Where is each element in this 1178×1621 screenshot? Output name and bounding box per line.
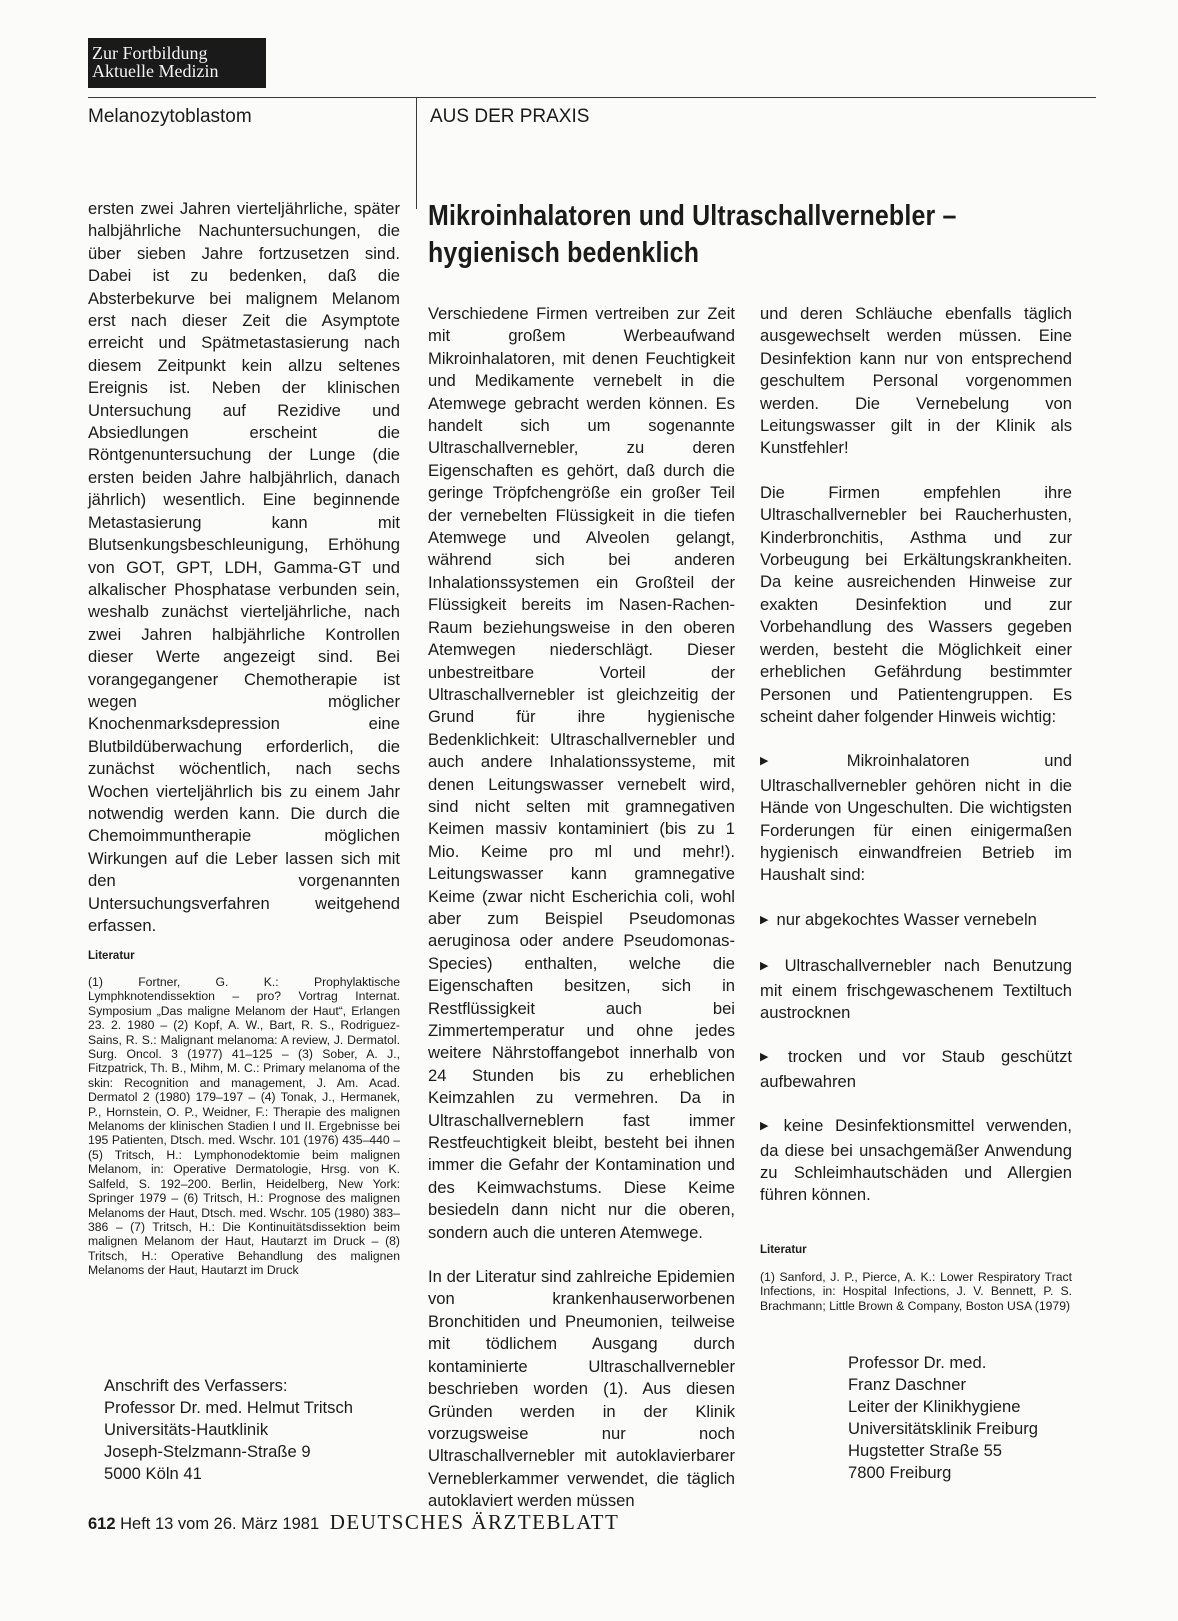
header-divider — [416, 97, 417, 209]
journal-name: DEUTSCHES ÄRZTEBLATT — [329, 1510, 620, 1534]
section-badge — [88, 38, 266, 88]
right-literature-heading: Literatur — [760, 1244, 807, 1256]
left-literature-heading: Literatur — [88, 950, 135, 962]
left-author-address: Anschrift des Verfassers: Professor Dr. med. Helmut Tritsch Universitäts-Hautklinik Joseph-Stelzmann-Straße 9 5000 Köln 41 — [104, 1376, 353, 1483]
bullet-item: ▶ keine Desinfektionsmittel verwenden, da diese bei unsachgemäßer Anwendung zu Schleimhautschäden und Allergien führen können. — [760, 1115, 1072, 1207]
left-section-label: Melanozytoblastom — [88, 106, 252, 127]
header-rule — [88, 97, 1096, 98]
badge-line-2: Aktuelle Medizin — [92, 61, 219, 81]
page-footer — [88, 1510, 619, 1536]
page-number: 612 — [88, 1515, 116, 1533]
right-column — [760, 303, 1072, 1207]
left-column-body — [88, 198, 400, 937]
bullet-item: ▶ trocken und vor Staub geschützt aufbewahren — [760, 1046, 1072, 1093]
right-literature-list: (1) Sanford, J. P., Pierce, A. K.: Lower Respiratory Tract Infections, in: Hospital Infections, J. V. Bennett, P. S. Brachmann; Little Brown & Company, Boston USA (1979) — [760, 1270, 1072, 1313]
left-literature-list: (1) Fortner, G. K.: Prophylaktische Lymphknotendissektion – pro? Vortrag Internat. Symposium „Das maligne Melanom der Haut“, Erlangen 23. 2. 1980 – (2) Kopf, A. W., Bart, R. S., Rodriguez-Sains, R. S.: Malignant melanoma: A review, J. Dermatol. Surg. Oncol. 3 (1977) 41–125 – (3) Sober, A. J., Fitzpatrick, Th. B., Mihm, M. C.: Primary melanoma of the skin: Recognition and management, J. Am. Acad. Dermatol 2 (1980) 179–197 – (4) Tonak, J., Hermanek, P., Hornstein, O. P., Weidner, F.: Therapie des malignen Melanoms der klinischen Stadien I und II. Ergebnisse bei 195 Patienten, Dtsch. med. Wschr. 101 (1976) 435–440 – (5) Tritsch, H.: Lymphonodektomie beim malignen Melanom, in: Operative Dermatologie, Hrsg. von K. Salfeld, S. 192–200. Berlin, Heidelberg, New York: Springer 1979 – (6) Tritsch, H.: Prognose des malignen Melanoms der Haut, Dtsch. med. Wschr. 105 (1980) 383–386 – (7) Tritsch, H.: Die Kontinuitätsdissektion beim malignen Melanom der Haut, Hautarzt im Druck – (8) Tritsch, H.: Operative Behandlung des malignen Melanoms der Haut, Hautarzt im Druck — [88, 975, 400, 1278]
middle-column — [428, 303, 735, 1513]
badge-line-1: Zur Fortbildung — [92, 43, 208, 63]
title-line-2: hygienisch bedenklich — [428, 237, 700, 269]
article-title — [428, 198, 1013, 272]
title-line-1: Mikroinhalatoren und Ultraschallvernebler – — [428, 200, 957, 232]
bullet-item: ▶ nur abgekochtes Wasser vernebeln — [760, 909, 1072, 933]
middle-paragraph-2: In der Literatur sind zahlreiche Epidemien von krankenhauserworbenen Bronchitiden und Pneumonien, teilweise mit tödlichem Ausgang durch kontaminierte Ultraschallvernebler beschrieben worden (1). Aus diesen Gründen werden in der Klinik vorzugsweise nur noch Ultraschallvernebler mit autoklavierbarer Verneblerkammer verwendet, die täglich autoklaviert werden müssen — [428, 1267, 735, 1511]
right-paragraph-1: und deren Schläuche ebenfalls täglich ausgewechselt werden müssen. Eine Desinfektion kann nur von entsprechend geschultem Personal vorgenommen werden. Die Vernebelung von Leitungswasser gilt in der Klinik als Kunstfehler! — [760, 304, 1072, 458]
right-section-label: AUS DER PRAXIS — [430, 106, 590, 127]
bullet-item: ▶ Ultraschallvernebler nach Benutzung mit einem frischgewaschenem Textiltuch austrocknen — [760, 955, 1072, 1024]
bullet-item: ▶ Mikroinhalatoren und Ultraschallvernebler gehören nicht in die Hände von Ungeschulten. Die wichtigsten Forderungen für einen einigermaßen hygienisch einwandfreien Betrieb im Haushalt sind: — [760, 750, 1072, 886]
right-author-address: Professor Dr. med. Franz Daschner Leiter der Klinikhygiene Universitätsklinik Freiburg Hugstetter Straße 55 7800 Freiburg — [848, 1353, 1038, 1482]
issue-info: Heft 13 vom 26. März 1981 — [120, 1515, 320, 1533]
right-paragraph-2: Die Firmen empfehlen ihre Ultraschallvernebler bei Raucherhusten, Kinderbronchitis, Asthma und zur Vorbeugung bei Erkältungskrankheiten. Da keine ausreichenden Hinweise zur exakten Desinfektion und zur Vorbehandlung des Wassers gegeben werden, besteht die Möglichkeit einer erheblichen Gefährdung bestimmter Personen und Patientengruppen. Es scheint daher folgender Hinweis wichtig: — [760, 482, 1072, 726]
middle-paragraph-1: Verschiedene Firmen vertreiben zur Zeit mit großem Werbeaufwand Mikroinhalatoren, mit denen Feuchtigkeit und Medikamente vernebelt in die Atemwege gebracht werden können. Es handelt sich um sogenannte Ultraschallvernebler, zu deren Eigenschaften es gehört, daß durch die geringe Tröpfchengröße ein großer Teil der vernebelten Flüssigkeit in die tiefen Atemwege und Alveolen gelangt, während sich bei anderen Inhalationssystemen ein Großteil der Flüssigkeit bereits im Nasen-Rachen-Raum beziehungsweise in den oberen Atemwegen niederschlägt. Dieser unbestreitbare Vorteil der Ultraschallvernebler ist gleichzeitig der Grund für ihre hygienische Bedenklichkeit: Ultraschallvernebler und auch andere Inhalationssysteme, mit denen Leitungswasser vernebelt wird, sind nicht selten mit gramnegativen Keimen massiv kontaminiert (bis zu 1 Mio. Keime pro ml und mehr!). Leitungswasser kann gramnegative Keime (zwar nicht Escherichia coli, wohl aber zum Beispiel Pseudomonas aeruginosa oder andere Pseudomonas-Species) enthalten, welche die Eigenschaften besitzen, sich in Restflüssigkeit auch bei Zimmertemperatur und ohne jedes weitere Nährstoffangebot innerhalb von 24 Stunden bis zu erheblichen Keimzahlen zu vermehren. Da in Ultraschallverneblern fast immer Restfeuchtigkeit bleibt, besteht bei ihnen immer die Gefahr der Kontamination und des Keimwachstums. Diese Keime besiedeln dann nicht nur die oberen, sondern auch die unteren Atemwege. — [428, 304, 735, 1242]
left-body-text: ersten zwei Jahren vierteljährliche, später halbjährliche Nachuntersuchungen, die über sieben Jahre fortzusetzen sind. Dabei ist zu bedenken, daß die Absterbekurve bei malignem Melanom erst nach dieser Zeit die Asymptote erreicht und Spätmetastasierung nach diesem Zeitpunkt kein allzu seltenes Ereignis ist. Neben der klinischen Untersuchung auf Rezidive und Absiedlungen erscheint die Röntgenuntersuchung der Lunge (die ersten beiden Jahre halbjährlich, danach jährlich) wesentlich. Eine beginnende Metastasierung kann mit Blutsenkungsbeschleunigung, Erhöhung von GOT, GPT, LDH, Gamma-GT und alkalischer Phosphatase verbunden sein, weshalb zunächst vierteljährliche, nach zwei Jahren halbjährliche Kontrollen dieser Werte angezeigt sind. Bei vorangegangener Chemotherapie ist wegen möglicher Knochenmarksdepression eine Blutbildüberwachung erforderlich, die zunächst wöchentlich, nach sechs Wochen vierteljährlich bis zu einem Jahr notwendig werden kann. Die durch die Chemoimmuntherapie möglichen Wirkungen auf die Leber lassen sich mit den vorgenannten Untersuchungsverfahren weitgehend erfassen. — [88, 199, 400, 935]
